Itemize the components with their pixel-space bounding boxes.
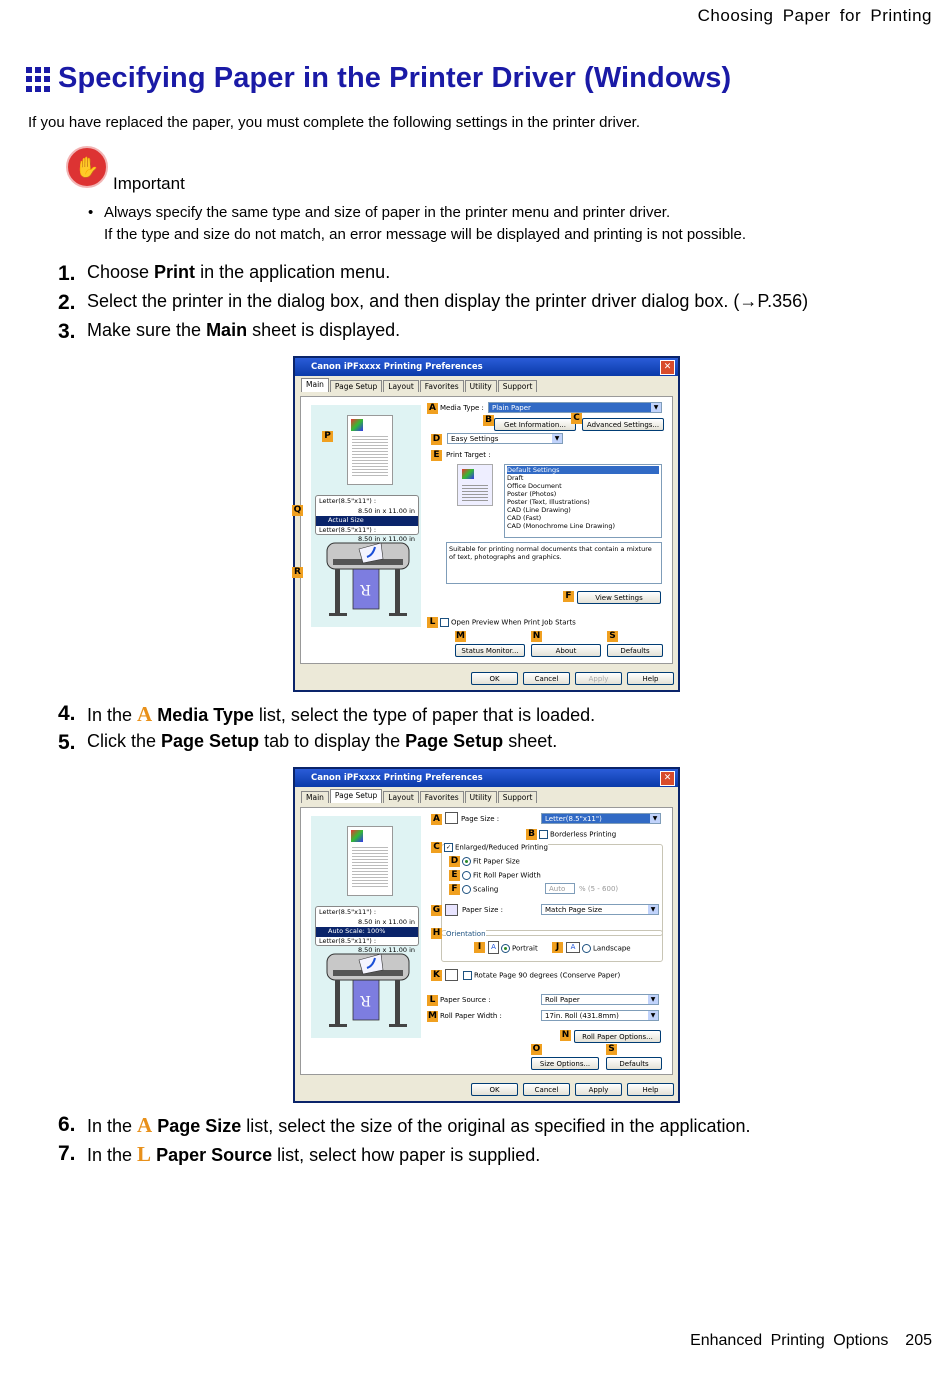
marker-c: C: [571, 413, 582, 424]
marker-j: J: [552, 942, 563, 953]
marker-g: G: [432, 905, 441, 915]
paper-size-select[interactable]: Match Page Size ▼: [541, 904, 659, 915]
chevron-down-icon: ▼: [552, 434, 562, 443]
marker-d: D: [450, 856, 459, 866]
printer-illustration-icon: [323, 529, 413, 619]
about-button[interactable]: About: [531, 644, 601, 657]
chevron-down-icon: ▼: [648, 995, 658, 1004]
cancel-button[interactable]: Cancel: [523, 672, 570, 685]
print-target-label: Print Target :: [446, 451, 491, 459]
grid-icon: [26, 67, 52, 93]
roll-paper-options-button[interactable]: Roll Paper Options...: [574, 1030, 661, 1043]
marker-b: B: [483, 415, 494, 426]
intro-text: If you have replaced the paper, you must complete the following settings in the printer driver.: [28, 114, 641, 131]
important-label: Important: [113, 174, 185, 193]
marker-r: R: [292, 567, 303, 578]
help-button[interactable]: Help: [627, 1083, 674, 1096]
chevron-down-icon: ▼: [648, 1011, 658, 1020]
important-line-1: Always specify the same type and size of paper in the printer menu and printer driver.: [104, 204, 671, 221]
chevron-down-icon: ▼: [651, 403, 661, 412]
tab-support[interactable]: Support: [498, 791, 538, 803]
rotate-checkbox[interactable]: Rotate Page 90 degrees (Conserve Paper): [463, 971, 620, 980]
marker-c: C: [431, 842, 442, 853]
description-box: Suitable for printing normal documents that contain a mixture of text, photographs and graphics.: [446, 542, 662, 584]
close-icon[interactable]: ✕: [660, 771, 675, 786]
paper-size-label: Paper Size :: [462, 906, 504, 914]
marker-o: O: [532, 1044, 541, 1054]
cancel-button[interactable]: Cancel: [523, 1083, 570, 1096]
marker-a: A: [431, 814, 442, 825]
tab-main[interactable]: Main: [301, 378, 329, 392]
marker-n: N: [532, 631, 541, 641]
marker-e: E: [431, 450, 442, 461]
apply-button[interactable]: Apply: [575, 672, 622, 685]
tab-layout[interactable]: Layout: [383, 791, 419, 803]
marker-a: A: [427, 403, 438, 414]
defaults-button[interactable]: Defaults: [606, 1057, 662, 1070]
landscape-icon: A: [566, 942, 580, 953]
list-item[interactable]: Poster (Photos): [507, 490, 557, 498]
paper-source-select[interactable]: Roll Paper ▼: [541, 994, 659, 1005]
step-4: 4. In the A Media Type list, select the type of paper that is loaded.: [58, 702, 596, 726]
main-sheet-panel: [293, 396, 673, 664]
marker-s: S: [607, 631, 618, 642]
media-type-label: Media Type :: [440, 404, 484, 412]
marker-n: N: [561, 1030, 570, 1040]
printing-preferences-dialog-main: [293, 356, 680, 692]
printer-illustration-icon: [323, 940, 413, 1030]
marker-b: B: [526, 829, 537, 840]
portrait-icon: A: [488, 941, 499, 954]
list-item[interactable]: CAD (Line Drawing): [507, 506, 571, 514]
bullet-dot: •: [88, 204, 94, 221]
ok-button[interactable]: OK: [471, 1083, 518, 1096]
tab-favorites[interactable]: Favorites: [420, 791, 464, 803]
roll-width-label: Roll Paper Width :: [440, 1012, 502, 1020]
paper-preview: [347, 415, 393, 485]
marker-q: Q: [293, 505, 302, 515]
apply-button[interactable]: Apply: [575, 1083, 622, 1096]
footer-title: Enhanced Printing Options: [690, 1332, 889, 1349]
scaling-radio[interactable]: Scaling: [462, 885, 498, 894]
page-title: Specifying Paper in the Printer Driver (Windows): [58, 62, 732, 94]
marker-f: F: [563, 591, 574, 602]
step-7: 7. In the L Paper Source list, select how paper is supplied.: [58, 1142, 541, 1166]
print-target-list[interactable]: [504, 464, 662, 538]
important-line-2: If the type and size do not match, an error message will be displayed and printing is not possible.: [104, 226, 747, 243]
running-header: Choosing Paper for Printing: [697, 6, 932, 25]
easy-settings-select[interactable]: Easy Settings ▼: [447, 433, 563, 444]
marker-h: H: [432, 928, 441, 938]
marker-i: I: [474, 942, 485, 953]
chevron-down-icon: ▼: [650, 814, 660, 823]
step-1: 1. Choose Print in the application menu.: [58, 262, 391, 285]
size-options-button[interactable]: Size Options...: [531, 1057, 599, 1070]
list-item[interactable]: CAD (Fast): [507, 514, 542, 522]
marker-m: M: [456, 631, 465, 641]
step-3: 3. Make sure the Main sheet is displayed.: [58, 320, 401, 343]
size-info-box: Letter(8.5"x11") : 8.50 in x 11.00 in Actual Size Letter(8.5"x11") : 8.50 in x 11.00 in: [315, 495, 419, 535]
marker-e: E: [449, 870, 460, 881]
fit-paper-size-radio[interactable]: Fit Paper Size: [462, 857, 520, 866]
svg-text:R: R: [360, 992, 371, 1008]
tab-page-setup[interactable]: Page Setup: [330, 789, 382, 803]
dialog-titlebar: Canon iPFxxxx Printing Preferences ✕: [295, 358, 678, 376]
page-size-select[interactable]: Letter(8.5"x11") ▼: [541, 813, 661, 824]
page-number: 205: [905, 1332, 932, 1349]
tab-layout[interactable]: Layout: [383, 380, 419, 392]
tab-favorites[interactable]: Favorites: [420, 380, 464, 392]
advanced-settings-button[interactable]: Advanced Settings...: [582, 418, 664, 431]
step-2: 2. Select the printer in the dialog box, and then display the printer driver dialog box. (→P.356): [58, 291, 809, 314]
fit-roll-width-radio[interactable]: Fit Roll Paper Width: [462, 871, 541, 880]
orientation-label: Orientation: [446, 930, 486, 938]
borderless-checkbox[interactable]: Borderless Printing: [539, 830, 616, 839]
scaling-input[interactable]: Auto: [545, 883, 575, 894]
list-item[interactable]: Poster (Text, Illustrations): [507, 498, 590, 506]
paper-source-label: Paper Source :: [440, 996, 491, 1004]
tab-strip: [301, 380, 538, 392]
view-settings-button[interactable]: View Settings: [577, 591, 661, 604]
list-item[interactable]: CAD (Monochrome Line Drawing): [507, 522, 616, 530]
get-information-button[interactable]: Get Information...: [494, 418, 576, 431]
marker-f: F: [449, 884, 460, 895]
page-icon: [445, 812, 458, 824]
marker-p: P: [322, 431, 333, 442]
paper-preview: [347, 826, 393, 896]
stop-hand-icon: ✋: [66, 146, 108, 188]
roll-width-select[interactable]: 17in. Roll (431.8mm) ▼: [541, 1010, 659, 1021]
size-info-box: Letter(8.5"x11") : 8.50 in x 11.00 in Auto Scale: 100% Letter(8.5"x11") : 8.50 in x 11.00 in: [315, 906, 419, 946]
ok-button[interactable]: OK: [471, 672, 518, 685]
portrait-radio[interactable]: Portrait: [501, 944, 538, 953]
scaling-range: % (5 - 600): [579, 885, 619, 893]
rotate-icon: [445, 969, 458, 981]
tab-page-setup[interactable]: Page Setup: [330, 380, 382, 392]
marker-m: M: [428, 1011, 437, 1021]
tab-support[interactable]: Support: [498, 380, 538, 392]
running-footer: [690, 1332, 932, 1350]
tab-utility[interactable]: Utility: [465, 380, 497, 392]
tab-strip: [301, 791, 538, 803]
section-title-row: [26, 62, 731, 95]
step-5: 5. Click the Page Setup tab to display the Page Setup sheet.: [58, 731, 558, 754]
marker-k: K: [431, 970, 442, 981]
status-monitor-button[interactable]: Status Monitor...: [455, 644, 525, 657]
marker-l: L: [427, 995, 438, 1006]
tab-main[interactable]: Main: [301, 791, 329, 803]
enlarged-checkbox[interactable]: ✓ Enlarged/Reduced Printing: [445, 843, 548, 852]
svg-text:R: R: [360, 581, 371, 597]
page-setup-sheet-panel: [300, 807, 673, 1075]
page-size-label: Page Size :: [461, 815, 500, 823]
dialog-titlebar: Canon iPFxxxx Printing Preferences ✕: [295, 769, 678, 787]
list-item[interactable]: Draft: [507, 474, 524, 482]
open-preview-checkbox[interactable]: Open Preview When Print Job Starts: [440, 618, 576, 627]
marker-s: S: [606, 1044, 617, 1055]
document-thumbnail-icon: [457, 464, 493, 506]
printer-paper-icon: [445, 904, 458, 916]
marker-l: L: [427, 617, 438, 628]
step-6: 6. In the A Page Size list, select the size of the original as specified in the application.: [58, 1113, 751, 1137]
important-bullet: [88, 202, 746, 246]
printing-preferences-dialog-page-setup: [293, 767, 680, 1103]
tab-utility[interactable]: Utility: [465, 791, 497, 803]
defaults-button[interactable]: Defaults: [607, 644, 663, 657]
help-button[interactable]: Help: [627, 672, 674, 685]
landscape-radio[interactable]: Landscape: [582, 944, 631, 953]
list-item[interactable]: Default Settings: [507, 466, 659, 474]
media-type-select[interactable]: Plain Paper ▼: [488, 402, 662, 413]
chevron-down-icon: ▼: [648, 905, 658, 914]
marker-d: D: [432, 434, 441, 444]
print-preview: [311, 816, 421, 1038]
close-icon[interactable]: ✕: [660, 360, 675, 375]
list-item[interactable]: Office Document: [507, 482, 562, 490]
